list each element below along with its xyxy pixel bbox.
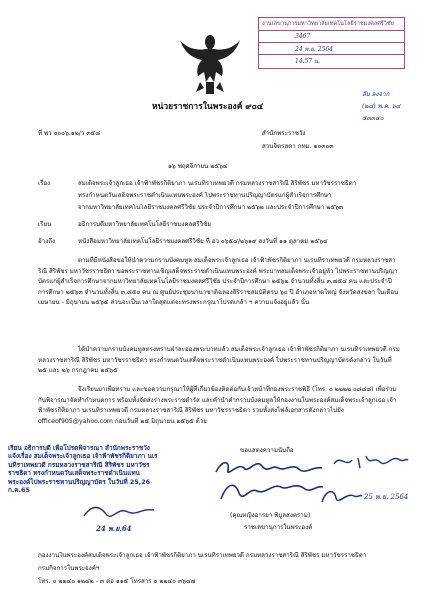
garuda-emblem-icon	[178, 30, 242, 98]
ref-label: อ้างถึง	[38, 238, 55, 245]
right-initial-signature	[318, 484, 363, 510]
body-paragraph-2: ได้นำความกราบบังคมทูลทรงทราบฝ่าละอองพระบาทแล้ว สมเด็จพระเจ้าลูกเธอ เจ้าฟ้าพัชรกิติยาภา นเรนทิราเทพยวดี กรมหลวงราชสาริณี สิริพัชร มหาวัชรราชธิดา ทรงกำหนดวันเสด็จพระราชดำเนินแทนพระองค์ ไปพระราชทานปริญญาบัตรดังกล่าว ในวันที่ ๒๕ และ ๒๖ กรกฎาคม ๒๕๖๕	[38, 346, 400, 374]
body-paragraph-3: จึงเรียนมาเพื่อทราบ และขอความกรุณาให้ผู้ที่เกี่ยวข้องติดต่อกับเจ้าหน้าที่กองพระราชพิธี (โทร. ๐ ๒๒๒๒ ๐๘๘๘) เพื่อร่วมกันพิจารณาจัดทำกำหนดการ พร้อมทั้งจัดส่งร่างพระราชดำรัส และคำนำคำกราบบังคมทูลให้กองงานในพระองค์สมเด็จพระเจ้าลูกเธอ เจ้าฟ้าพัชรกิติยาภา นเรนทิราเทพยวดี กรมหลวงราชสาริณี สิริพัชร มหาวัชรราชธิดา รวมทั้งส่งไฟล์เอกสารดังกล่าวไปยัง officeof905@yahoo.com ก่อนวันที่ ๒๕ มิถุนายน ๒๕๖๕ ด้วย	[38, 386, 397, 425]
left-note-date: 24 พ.ย.64	[96, 524, 132, 533]
to-text: อธิการบดีมหาวิทยาลัยเทคโนโลยีราชมงคลศรีวิชัย	[78, 221, 211, 228]
subject-label: เรื่อง	[38, 180, 51, 187]
unit-title: หน่วยราชการในพระองค์ ๙๐๔	[152, 102, 264, 112]
corner-note-1: ลับ ลงจาก	[362, 91, 390, 98]
left-note-signature	[78, 502, 158, 524]
corner-note-2: (๒๘) พ.ค. ๖๔	[362, 103, 401, 110]
stamp-date: 24 พ.ย. 2564	[295, 45, 334, 53]
closing-text: ขอแสดงความนับถือ	[240, 447, 294, 454]
ref-text: หนังสือมหาวิทยาลัยเทคโนโลยีราชมงคลศรีวิชัย ที่ อว ๐๖๕๔/๒๖๑๙ ลงวันที่ ๑๑ ตุลาคม ๒๕๖๔	[78, 238, 328, 245]
footer-line-3: โทร. ๐ ๒๒๔๐ ๑๒๔๒ - ๓ ต่อ ๑๑๕ โทรสาร ๐ ๒๒๔๐ ๓๖๔๗	[38, 578, 196, 585]
director-signature	[215, 475, 325, 507]
receipt-stamp	[258, 17, 405, 69]
signer-position: ราชเลขานุการในพระองค์	[244, 524, 313, 531]
stamp-title: งานเลขานุการมหาวิทยาลัยเทคโนโลยีราชมงคลศรีวิชัย	[262, 21, 395, 27]
body-paragraph-1: ตามที่มีหนังสือขอให้นำความกราบบังคมทูล สมเด็จพระเจ้าลูกเธอ เจ้าฟ้าพัชรกิติยาภา นเรนทิราเทพยวดี กรมหลวงราชสาริณี สิริพัชร มหาวัชรราชธิดา ขอพระราชทานเชิญเสด็จพระราชดำเนินแทนพระองค์ พระบาทสมเด็จพระเจ้าอยู่หัว ไปพระราชทานปริญญาบัตรแก่ผู้สำเร็จการศึกษาจากมหาวิทยาลัยเทคโนโลยีราชมงคลศรีวิชัย ประจำปีการศึกษา ๒๕๖๒ จำนวนทั้งสิ้น ๓,๗๕๔ คน และประจำปีการศึกษา ๒๕๖๓ จำนวนทั้งสิ้น ๓,๘๕๐ คน ณ ศูนย์ประชุมนานาชาติฉลองสิริราชสมบัติครบ ๖๐ ปี อำเภอหาดใหญ่ จังหวัดสงขลา ในเดือนเมษายน - มิถุนายน ๒๕๖๕ ส่วนจะเป็นเวลาใดสุดแต่จะทรงพระกรุณาโปรดเกล้า ฯ ความแจ้งอยู่แล้ว นั้น	[38, 257, 399, 306]
subject-line-1: สมเด็จพระเจ้าลูกเธอ เจ้าฟ้าพัชรกิติยาภา นเรนทิราเทพยวดี กรมหลวงราชสาริณี สิริพัชร มหาวัชรราชธิดา	[78, 180, 357, 187]
stamp-no: 3467	[295, 33, 311, 40]
stamp-date-row	[259, 42, 404, 54]
stamp-time: 14.57 น.	[295, 57, 321, 65]
signer-name: (คุณหญิงอารยา พิบูลสงคราม)	[230, 512, 311, 519]
doc-date: ๑๖ พฤศจิกายน ๒๕๖๔	[168, 163, 228, 170]
issuing-org: สำนักพระราชวัง	[262, 130, 306, 137]
stamp-no-row	[259, 30, 404, 42]
right-date-handwritten: 25 พ.ย. 2564	[364, 493, 409, 501]
stamp-time-row	[259, 54, 404, 66]
footer-line-2: กรมกิจการในพระองค์ฯ	[38, 565, 100, 572]
subject-line-3: จากมหาวิทยาลัยเทคโนโลยีราชมงคลศรีวิชัย ประจำปีการศึกษา ๒๕๖๒ และประจำปีการศึกษา ๒๕๖๓	[78, 204, 344, 211]
left-handwritten-note: เรียน อธิการบดี เพื่อโปรดพิจารณา สำนักพระราชวังแจ้งเรื่อง สมเด็จพระเจ้าลูกเธอ เจ้าฟ้าพัชรกิติยาภา นเรนทิราเทพยวดี กรมหลวงราชสาริณี สิริพัชร มหาวัชรราชธิดา ทรงกำหนดวันเสด็จพระราชดำเนินแทนพระองค์ไปพระราชทานปริญญาบัตร ในวันที่ 25,26 ก.ค.65	[8, 444, 158, 495]
to-label: เรียน	[38, 221, 52, 228]
subject-line-2: ทรงกำหนดวันเสด็จพระราชดำเนินแทนพระองค์ ไปพระราชทานปริญญาบัตรแก่ผู้สำเร็จการศึกษา	[78, 192, 332, 199]
issuing-address: สวนจิตรลดา กทม. ๑๐๓๐๓	[262, 143, 334, 150]
handwritten-note-signature	[330, 448, 410, 474]
corner-note-3: ๕๓๓๔๐	[362, 115, 384, 122]
footer-line-1: กองงานในพระองค์สมเด็จพระเจ้าลูกเธอ เจ้าฟ้าพัชรกิติยาภา นเรนทิราเทพยวดี กรมหลวงราชสาริณี สิริพัชร มหาวัชรราชธิดา	[38, 552, 367, 559]
doc-number: ที่ พว ๐๐๐๖.๑๒/ว ๓๕๘	[38, 130, 101, 137]
